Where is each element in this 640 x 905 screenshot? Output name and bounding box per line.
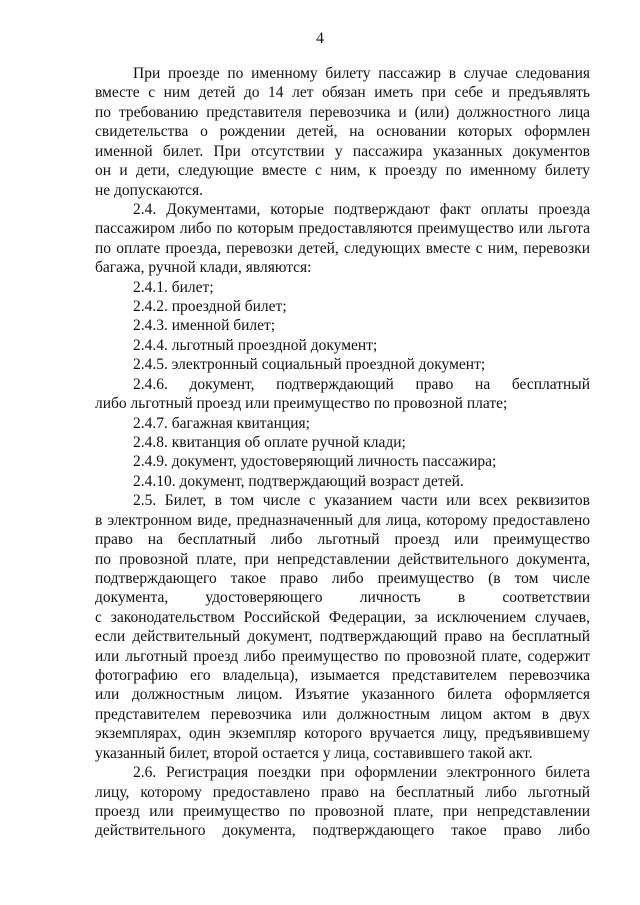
text-line: представителем перевозчика или должностным лицом актом в двух [95,705,590,723]
text-line: 2.5. Билет, в том числе с указанием части или всех реквизитов [133,492,590,510]
text-line: по требованию представителя перевозчика и (или) должностного лица [95,103,590,121]
text-line: пассажиром либо по которым предоставляются преимущество или льгота [95,220,590,238]
text-line: он и дети, следующие вместе с ним, к проезду по именному билету [95,162,590,180]
text-line: 2.6. Регистрация поездки при оформлении электронного билета [133,764,590,782]
text-line: по оплате проезда, перевозки детей, следующих вместе с ним, перевозки [95,239,590,257]
text-line: документа, удостоверяющего личность в соответствии [95,589,590,607]
text-line: При проезде по именному билету пассажир в случае следования [133,65,590,82]
text-line: право на бесплатный либо льготный проезд или преимущество [95,531,590,549]
text-line: 2.4.9. документ, удостоверяющий личность пассажира; [133,453,497,471]
text-line: или должностным лицом. Изъятие указанного билета оформляется [95,686,590,704]
text-line: в электронном виде, предназначенный для лица, которому предоставлено [95,511,590,529]
text-line: 2.4.6. документ, подтверждающий право на бесплатный [133,375,590,393]
text-line: лицу, которому предоставлено право на бесплатный либо льготный [95,783,590,801]
text-line: 2.4.8. квитанция об оплате ручной клади; [133,433,406,451]
text-line: именной билет. При отсутствии у пассажира указанных документов [95,142,590,160]
text-line: 2.4.2. проездной билет; [133,298,287,316]
text-line: багажа, ручной клади, являются: [95,259,312,277]
text-line: либо льготный проезд или преимущество по провозной плате; [95,395,508,413]
text-line: 2.4. Документами, которые подтверждают факт оплаты проезда [133,200,590,218]
text-line: фотографию его владельца), изымается представителем перевозчика [95,667,590,685]
text-line: 2.4.1. билет; [133,278,214,296]
text-line: 2.4.5. электронный социальный проездной документ; [133,356,486,374]
text-line: или льготный проезд либо преимущество по провозной плате, содержит [95,647,590,665]
text-line: 2.4.7. багажная квитанция; [133,414,310,432]
text-line: указанный билет, второй остается у лица, составившего такой акт. [95,744,533,762]
text-line: 2.4.10. документ, подтверждающий возраст детей. [133,472,464,490]
text-line: проезд или преимущество по провозной плате, при непредставлении [95,802,590,820]
text-line: по провозной плате, при непредставлении действительного документа, [95,550,590,568]
page-number: 4 [316,30,324,47]
text-line: экземплярах, один экземпляр которого вручается лицу, предъявившему [95,725,590,743]
text-line: не допускаются. [95,181,204,199]
text-line: действительного документа, подтверждающего такое право либо [95,822,590,840]
text-line: подтверждающего такое право либо преимущество (в том числе [95,569,590,587]
text-line: свидетельства о рождении детей, на основании которых оформлен [95,123,590,141]
text-line: если действительный документ, подтверждающий право на бесплатный [95,628,590,646]
text-line: 2.4.4. льготный проездной документ; [133,336,378,354]
text-line: вместе с ним детей до 14 лет обязан иметь при себе и предъявлять [95,84,590,102]
text-line: 2.4.3. именной билет; [133,317,276,335]
text-line: с законодательством Российской Федерации, за исключением случаев, [95,608,590,626]
